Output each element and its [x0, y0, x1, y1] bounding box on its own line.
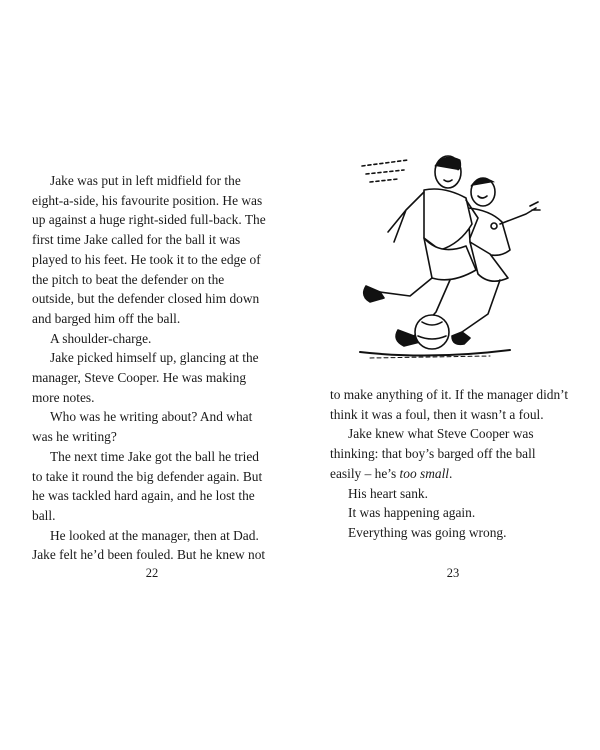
left-page-text: [32, 171, 268, 565]
paragraph: A shoulder-charge.: [50, 330, 152, 346]
paragraph: to make anything of it. If the manager didn’t think it was a foul, then it wasn’t a foul.: [330, 387, 569, 422]
page-number: 22: [145, 566, 159, 580]
paragraph: Jake picked himself up, glancing at the manager, Steve Cooper. He was making more notes.: [32, 350, 259, 405]
paragraph: [330, 424, 570, 483]
right-page-text: [330, 385, 570, 543]
paragraph: The next time Jake got the ball he tried to take it round the big defender again. But he was tackled hard again, and he lost the ball.: [32, 448, 263, 523]
paragraph: Jake was put in left midfield for the eight-a-side, his favourite position. He was up against a huge right-sided full-back. The first time Jake called for the ball it was played to his feet. He took it to the edge of the pitch to beat the defender on the outside, but the defender closed him down and barged him off the ball.: [32, 173, 266, 326]
paragraph-text: Jake knew what Steve Cooper was thinking: that boy’s barged off the ball easily – he’s: [330, 426, 536, 481]
paragraph: Everything was going wrong.: [348, 524, 507, 540]
page-number: 23: [446, 566, 460, 580]
paragraph: He looked at the manager, then at Dad. Jake felt he’d been fouled. But he knew not: [32, 527, 266, 563]
paragraph: It was happening again.: [348, 505, 476, 521]
footballers-illustration: [340, 146, 555, 366]
emphasis: too small: [399, 465, 450, 481]
paragraph-end: .: [449, 465, 453, 481]
paragraph: His heart sank.: [348, 485, 428, 501]
paragraph: Who was he writing about? And what was he writing?: [32, 409, 253, 445]
right-page: [300, 0, 600, 750]
